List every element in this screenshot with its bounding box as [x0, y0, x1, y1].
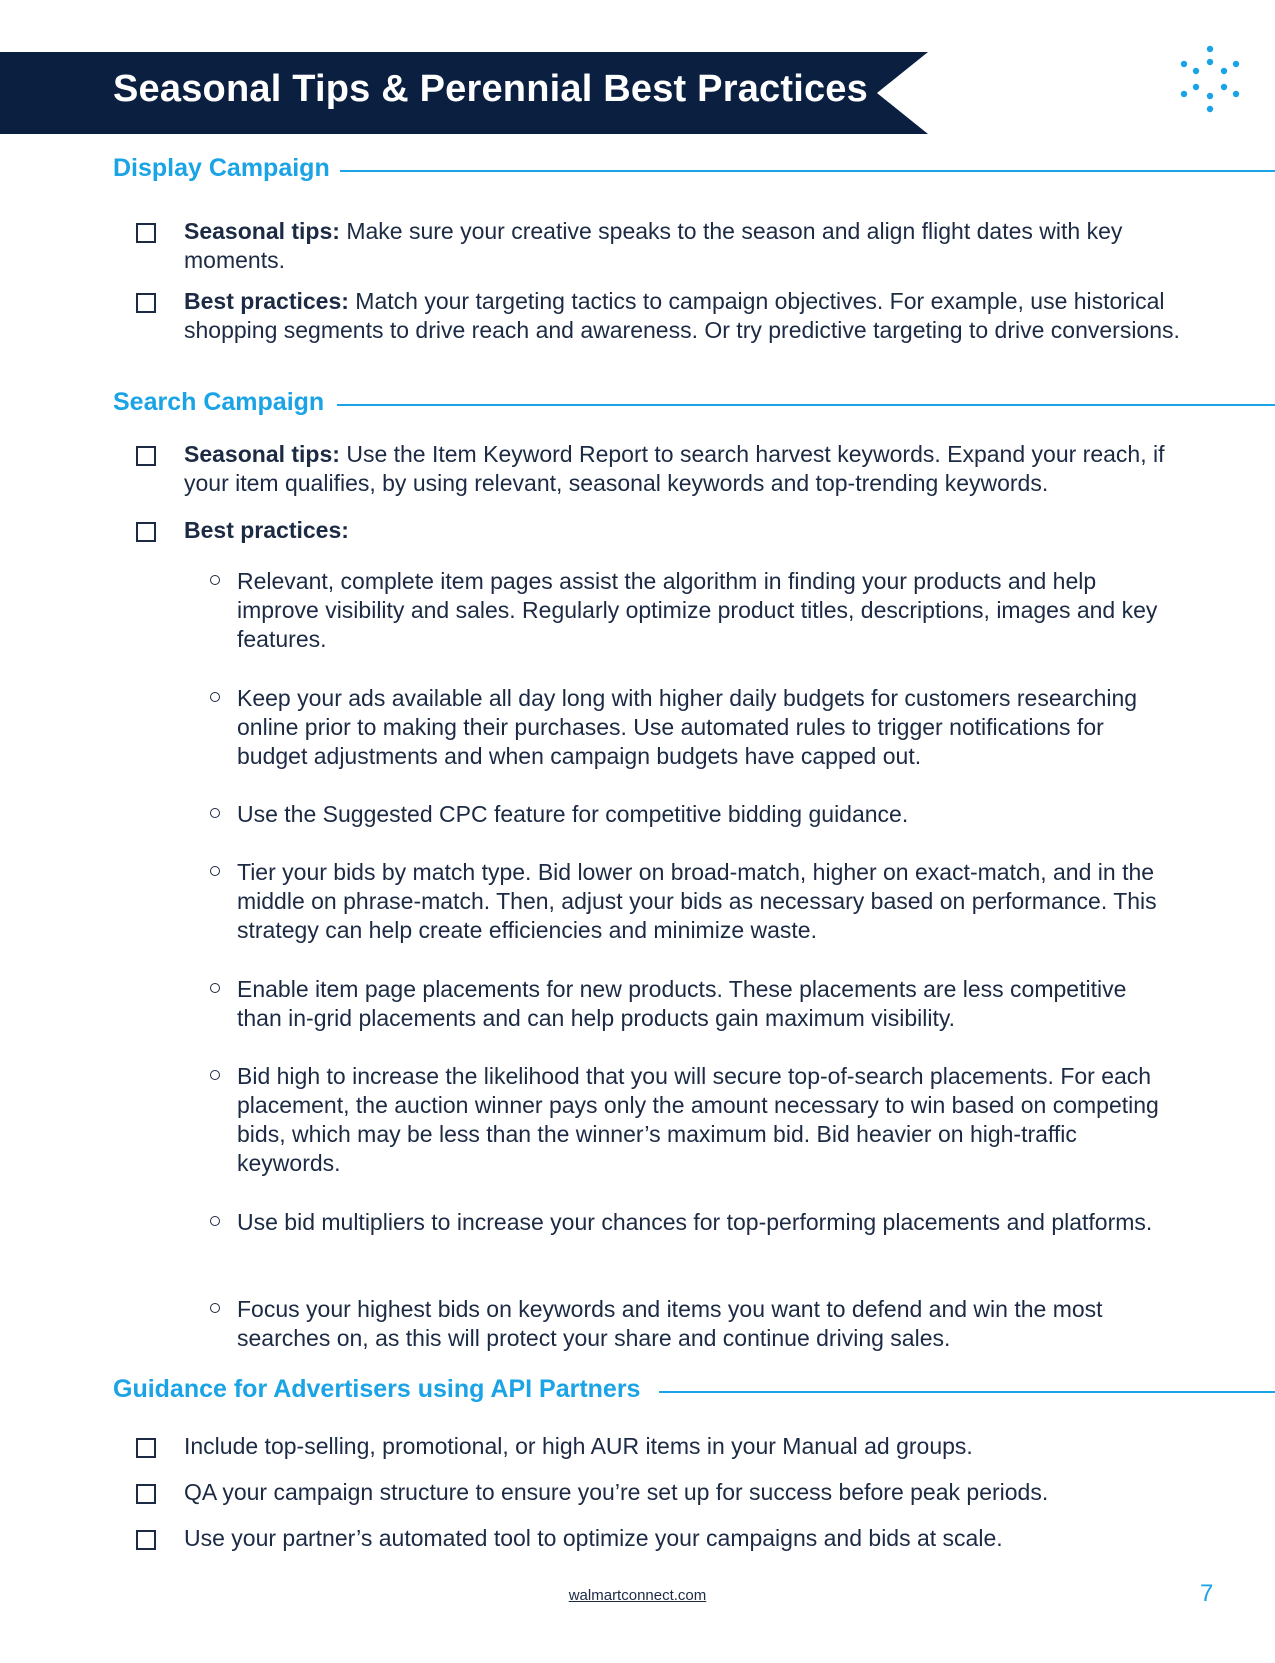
list-item-text: Bid high to increase the likelihood that you will secure top-of-search placements. For each placement, the auction winner pays only the amount necessary to win based on competing bids, which may be less than the winner’s maximum bid. Bid heavier on high-traffic keywords.: [237, 1063, 1159, 1176]
checkbox-icon[interactable]: [136, 1530, 156, 1550]
section-api-partners: [113, 1375, 1275, 1409]
checkbox-icon[interactable]: [136, 522, 156, 542]
section-search-campaign: [113, 388, 1275, 422]
list-item-text: Tier your bids by match type. Bid lower on broad-match, higher on exact-match, and in the middle on phrase-match. Then, adjust your bids as necessary based on performance. This strategy can help create efficiencies and minimize waste.: [237, 859, 1157, 943]
bullet-icon: [210, 1303, 220, 1313]
bullet-icon: [210, 983, 220, 993]
list-item-text: Use the Suggested CPC feature for competitive bidding guidance.: [237, 801, 909, 827]
section-title-api: Guidance for Advertisers using API Partners: [113, 1375, 641, 1403]
page-title: Seasonal Tips & Perennial Best Practices: [113, 68, 868, 110]
checkbox-icon[interactable]: [136, 223, 156, 243]
bullet-icon: [210, 866, 220, 876]
bullet-icon: [210, 808, 220, 818]
page-number: 7: [1200, 1580, 1214, 1607]
section-divider: [337, 404, 1275, 406]
list-item-text: Relevant, complete item pages assist the algorithm in finding your products and help improve visibility and sales. Regularly optimize product titles, descriptions, images and key features.: [237, 568, 1158, 652]
checkbox-icon[interactable]: [136, 1484, 156, 1504]
spark-logo-icon: [1175, 44, 1245, 114]
list-item-text: Keep your ads available all day long with higher daily budgets for customers researching online prior to making their purchases. Use automated rules to trigger notifications for budget adjustments and when campaign budgets have capped out.: [237, 685, 1138, 769]
checkbox-icon[interactable]: [136, 446, 156, 466]
checklist-item-text: QA your campaign structure to ensure you’re set up for success before peak periods.: [184, 1479, 1049, 1505]
section-title-display: Display Campaign: [113, 154, 330, 182]
checklist-item-text: Use your partner’s automated tool to optimize your campaigns and bids at scale.: [184, 1525, 1003, 1551]
bullet-icon: [210, 1070, 220, 1080]
section-divider: [340, 170, 1275, 172]
section-divider: [659, 1391, 1275, 1393]
list-item-text: Enable item page placements for new products. These placements are less competitive than in-grid placements and can help products gain maximum visibility.: [237, 976, 1127, 1031]
list-item-text: Use bid multipliers to increase your chances for top-performing placements and platforms.: [237, 1209, 1153, 1235]
bullet-icon: [210, 1216, 220, 1226]
list-item-text: Focus your highest bids on keywords and items you want to defend and win the most searches on, as this will protect your share and continue driving sales.: [237, 1296, 1103, 1351]
footer-link[interactable]: walmartconnect.com: [568, 1587, 707, 1604]
section-title-search: Search Campaign: [113, 388, 325, 416]
checklist-item-text: Best practices:: [184, 517, 349, 543]
checklist-item-text: Seasonal tips: Make sure your creative speaks to the season and align flight dates with key moments.: [184, 218, 1123, 273]
checkbox-icon[interactable]: [136, 1438, 156, 1458]
checklist-item-text: Best practices: Match your targeting tactics to campaign objectives. For example, use historical shopping segments to drive reach and awareness. Or try predictive targeting to drive conversions.: [184, 288, 1180, 343]
section-display-campaign: [113, 154, 1275, 188]
checkbox-icon[interactable]: [136, 293, 156, 313]
bullet-icon: [210, 692, 220, 702]
bullet-icon: [210, 575, 220, 585]
checklist-item-text: Seasonal tips: Use the Item Keyword Report to search harvest keywords. Expand your reach, if your item qualifies, by using relevant, seasonal keywords and top-trending keywords.: [184, 441, 1165, 496]
checklist-item-text: Include top-selling, promotional, or high AUR items in your Manual ad groups.: [184, 1433, 973, 1459]
